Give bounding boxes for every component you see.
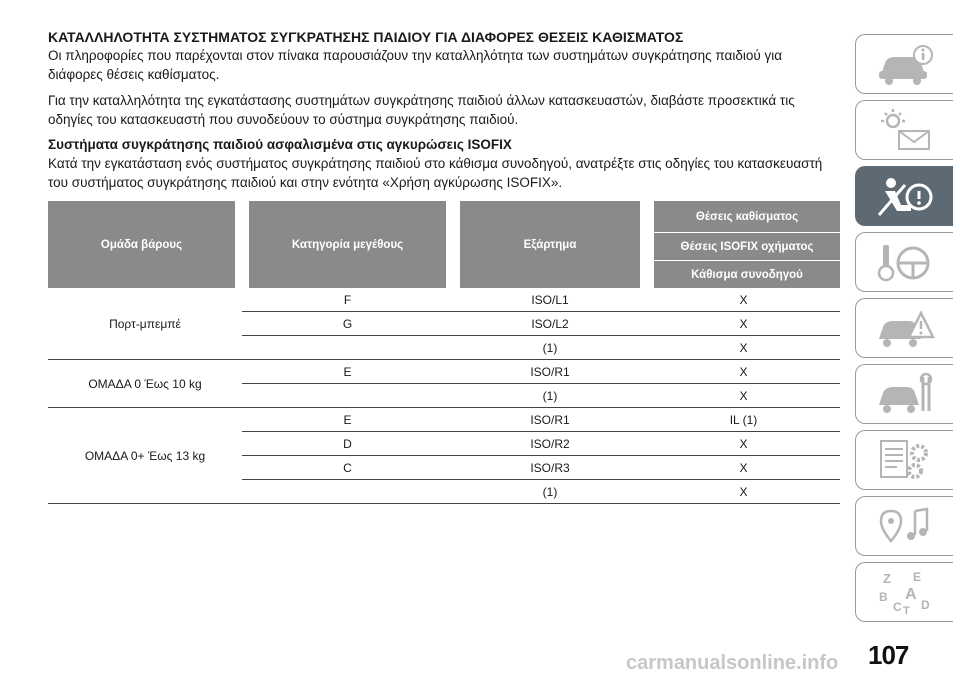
group-label: ΟΜΑΔΑ 0 Έως 10 kg bbox=[48, 360, 242, 408]
fixture-cell: ISO/R3 bbox=[453, 456, 647, 480]
manufacturer-paragraph: Για την καταλληλότητα της εγκατάστασης συστημάτων συγκράτησης παιδιού άλλων κατασκευαστών, διαβάστε προσεκτικά τις οδηγίες του κατασκευαστή που συνοδεύουν το σύστημα συγκράτησης παιδιού. bbox=[48, 93, 795, 127]
tab-emergency[interactable] bbox=[855, 298, 953, 358]
fixture-cell: (1) bbox=[453, 384, 647, 408]
page-title: ΚΑΤΑΛΛΗΛΟΤΗΤΑ ΣΥΣΤΗΜΑΤΟΣ ΣΥΓΚΡΑΤΗΣΗΣ ΠΑΙΔΙΟΥ ΓΙΑ ΔΙΑΦΟΡΕΣ ΘΕΣΕΙΣ ΚΑΘΙΣΜΑΤΟΣ bbox=[48, 29, 684, 45]
isofix-subheading: Συστήματα συγκράτησης παιδιού ασφαλισμένα στις αγκυρώσεις ISOFIX bbox=[48, 137, 512, 152]
group-label: Πορτ-μπεμπέ bbox=[48, 288, 242, 360]
warning-lights-mail-icon bbox=[875, 107, 935, 153]
watermark: carmanualsonline.info bbox=[626, 652, 839, 674]
size-cell: E bbox=[242, 360, 453, 384]
index-letter: C bbox=[892, 600, 902, 614]
index-letter: Z bbox=[882, 571, 891, 586]
navigation-music-icon bbox=[875, 503, 935, 549]
value-cell: X bbox=[647, 288, 840, 312]
header-weight-group: Ομάδα βάρους bbox=[48, 201, 242, 288]
fixture-cell: ISO/R1 bbox=[453, 360, 647, 384]
car-info-icon bbox=[875, 41, 935, 87]
fixture-cell: ISO/L1 bbox=[453, 288, 647, 312]
index-letter: E bbox=[912, 570, 921, 584]
value-cell: X bbox=[647, 312, 840, 336]
header-passenger-seat: Κάθισμα συνοδηγού bbox=[647, 261, 840, 289]
index-letter: T bbox=[902, 605, 910, 615]
fixture-cell: ISO/R2 bbox=[453, 432, 647, 456]
fixture-cell: ISO/R1 bbox=[453, 408, 647, 432]
size-cell: D bbox=[242, 432, 453, 456]
tab-car-info[interactable] bbox=[855, 34, 953, 94]
size-cell bbox=[242, 336, 453, 360]
fixture-cell: (1) bbox=[453, 480, 647, 504]
table-row bbox=[48, 408, 840, 432]
intro-paragraph: Οι πληροφορίες που παρέχονται στον πίνακα παρουσιάζουν την καταλληλότητα των συστημάτων συγκράτησης παιδιού για διάφορες θέσεις καθίσματος. bbox=[48, 48, 783, 82]
tab-index[interactable] bbox=[855, 562, 953, 622]
car-warning-triangle-icon bbox=[875, 305, 935, 351]
page-number: 107 bbox=[868, 640, 909, 670]
index-letter: B bbox=[878, 590, 888, 604]
header-isofix-positions: Θέσεις ISOFIX οχήματος bbox=[647, 233, 840, 261]
size-cell: C bbox=[242, 456, 453, 480]
index-letter: D bbox=[920, 598, 930, 612]
installation-paragraph: Κατά την εγκατάσταση ενός συστήματος συγκράτησης παιδιού στο κάθισμα συνοδηγού, ανατρέξτε στις οδηγίες του κατασκευαστή του συστήματος συγκράτησης παιδιού και στην ενότητα «Χρήση αγκύρωσης ISOFIX». bbox=[48, 156, 823, 190]
value-cell: X bbox=[647, 432, 840, 456]
value-cell: X bbox=[647, 336, 840, 360]
value-cell: IL (1) bbox=[647, 408, 840, 432]
tab-starting-driving[interactable] bbox=[855, 232, 953, 292]
index-letter: A bbox=[904, 586, 917, 603]
table-row bbox=[48, 360, 840, 384]
chapter-tabs bbox=[855, 34, 955, 628]
seat-airbag-icon bbox=[875, 173, 935, 219]
header-fixture: Εξάρτημα bbox=[453, 201, 647, 288]
fixture-cell: (1) bbox=[453, 336, 647, 360]
tab-maintenance[interactable] bbox=[855, 364, 953, 424]
size-cell bbox=[242, 384, 453, 408]
car-tools-icon bbox=[875, 371, 935, 417]
size-cell: E bbox=[242, 408, 453, 432]
group-label: ΟΜΑΔΑ 0+ Έως 13 kg bbox=[48, 408, 242, 504]
size-cell bbox=[242, 480, 453, 504]
document-gears-icon bbox=[875, 437, 935, 483]
value-cell: X bbox=[647, 384, 840, 408]
value-cell: X bbox=[647, 456, 840, 480]
key-steering-wheel-icon bbox=[875, 239, 935, 285]
value-cell: X bbox=[647, 480, 840, 504]
header-seat-positions: Θέσεις καθίσματος bbox=[647, 201, 840, 233]
isofix-suitability-table bbox=[48, 201, 840, 504]
table-row bbox=[48, 288, 840, 312]
tab-warning-lights[interactable] bbox=[855, 100, 953, 160]
size-cell: G bbox=[242, 312, 453, 336]
tab-multimedia[interactable] bbox=[855, 496, 953, 556]
tab-technical-data[interactable] bbox=[855, 430, 953, 490]
fixture-cell: ISO/L2 bbox=[453, 312, 647, 336]
main-content bbox=[48, 28, 840, 199]
tab-safety[interactable] bbox=[855, 166, 953, 226]
value-cell: X bbox=[647, 360, 840, 384]
alphabet-index-icon bbox=[875, 569, 935, 615]
size-cell: F bbox=[242, 288, 453, 312]
header-size-class: Κατηγορία μεγέθους bbox=[242, 201, 453, 288]
